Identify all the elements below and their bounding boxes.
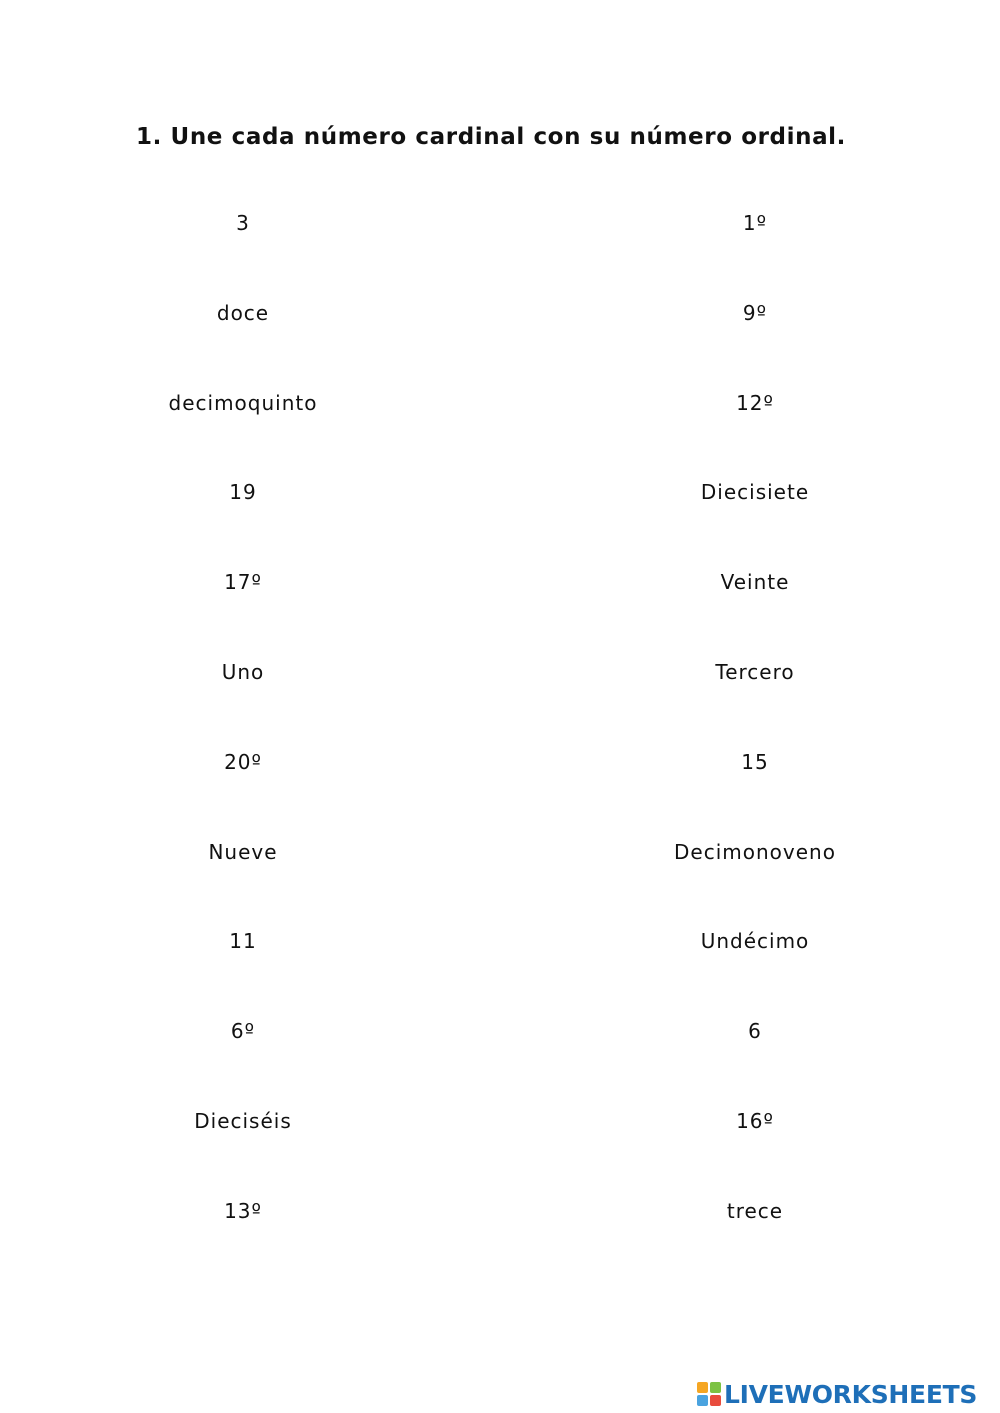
right-item[interactable]: 12º — [736, 391, 774, 415]
left-item[interactable]: Nueve — [208, 840, 278, 864]
left-item[interactable]: 17º — [224, 570, 262, 594]
right-item[interactable]: 15 — [741, 750, 769, 774]
right-item[interactable]: trece — [726, 1199, 784, 1223]
right-item[interactable]: 16º — [736, 1109, 774, 1133]
right-item[interactable]: Veinte — [720, 570, 790, 594]
left-item[interactable]: 19 — [229, 480, 257, 504]
left-item[interactable]: Dieciséis — [194, 1109, 292, 1133]
liveworksheets-logo-icon — [697, 1382, 721, 1406]
right-item[interactable]: Decimonoveno — [674, 840, 836, 864]
right-item[interactable]: 1º — [742, 211, 768, 235]
exercise-title: 1. Une cada número cardinal con su número ordinal. — [136, 124, 847, 150]
left-item[interactable]: 3 — [236, 211, 250, 235]
right-item[interactable]: Tercero — [715, 660, 795, 684]
right-item[interactable]: 6 — [748, 1019, 762, 1043]
left-item[interactable]: 11 — [229, 929, 257, 953]
right-item[interactable]: Undécimo — [700, 929, 810, 953]
logo-square — [697, 1395, 708, 1406]
left-item[interactable]: Uno — [221, 660, 265, 684]
logo-text: LIVEWORKSHEETS — [724, 1379, 978, 1409]
left-item[interactable]: doce — [216, 301, 270, 325]
logo-square — [697, 1382, 708, 1393]
liveworksheets-logo[interactable] — [697, 1379, 977, 1409]
left-item[interactable]: decimoquinto — [168, 391, 318, 415]
left-item[interactable]: 6º — [230, 1019, 256, 1043]
left-item[interactable]: 13º — [224, 1199, 262, 1223]
logo-square — [710, 1395, 721, 1406]
right-item[interactable]: 9º — [742, 301, 768, 325]
left-item[interactable]: 20º — [224, 750, 262, 774]
right-item[interactable]: Diecisiete — [700, 480, 810, 504]
logo-square — [710, 1382, 721, 1393]
